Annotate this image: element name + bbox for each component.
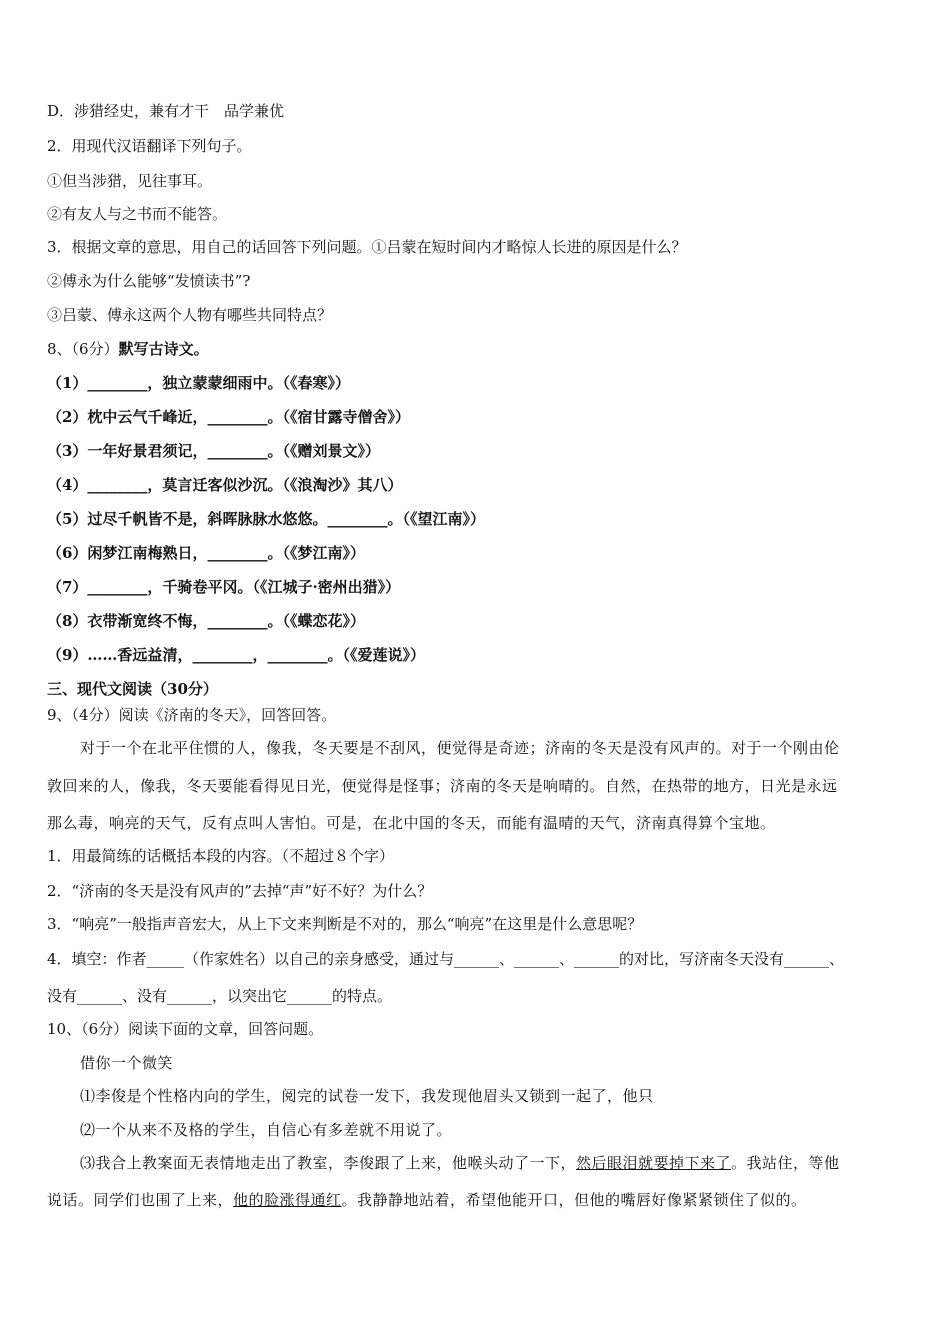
underlined-phrase: 他的脸涨得通红 [233, 1191, 342, 1209]
story-text: 说话。同学们也围了上来， [47, 1191, 234, 1209]
question-9-2: 2．“济南的冬天是没有风声的”去掉“声”好不好？为什么？ [47, 882, 433, 900]
poem-item: （9）……香远益清，________，________。（《爱莲说》） [47, 646, 425, 664]
question-9-1: 1．用最简练的话概括本段的内容。（不超过８个字） [47, 847, 395, 865]
poem-item: （5）过尽千帆皆不是，斜晖脉脉水悠悠。________。（《望江南》） [47, 510, 485, 528]
sentence-2: ②有友人与之书而不能答。 [47, 205, 228, 223]
question-8-header [47, 339, 910, 359]
poem-item: （2）枕中云气千峰近，________。（《宿甘露寺僧舍》） [47, 408, 410, 426]
story-text: 。我静静地站着，希望他能开口，但他的嘴唇好像紧紧锁住了似的。 [341, 1191, 807, 1209]
sentence-1: ①但当涉猎，见往事耳。 [47, 172, 213, 190]
question-9-4: 4．填空：作者_____（作家姓名）以自己的亲身感受，通过与______、______、______的对比，写济南冬天没有______、 [47, 950, 845, 968]
question-2: 2．用现代汉语翻译下列句子。 [47, 137, 252, 155]
question-9-3: 3．“响亮”一般指声音宏大，从上下文来判断是不对的，那么“响亮”在这里是什么意思呢？ [47, 915, 643, 933]
question-9: 9、（4分）阅读《济南的冬天》，回答回答。 [47, 706, 337, 724]
question-8-number: 8、（6分） [47, 340, 119, 358]
question-3: 3．根据文章的意思，用自己的话回答下列问题。①吕蒙在短时间内才略惊人长进的原因是什么？ [47, 238, 687, 256]
question-9-4-cont: 没有______、没有______，以突出它______的特点。 [47, 987, 393, 1005]
question-8-title: 默写古诗文。 [118, 340, 209, 358]
question-3-2: ②傅永为什么能够“发愤读书”? [47, 272, 251, 290]
question-3-3: ③吕蒙、傅永这两个人物有哪些共同特点？ [47, 306, 333, 324]
story-paragraph-1: ⑴李俊是个性格内向的学生，阅完的试卷一发下，我发现他眉头又锁到一起了，他只 [80, 1087, 654, 1105]
poem-item: （8）衣带渐宽终不悔，________。（《蝶恋花》） [47, 612, 365, 630]
question-10: 10、（6分）阅读下面的文章，回答问题。 [47, 1020, 324, 1038]
poem-item: （4）________，莫言迁客似沙沉。（《浪淘沙》其八） [47, 476, 403, 494]
story-text: ⑶我合上教案面无表情地走出了教室，李俊跟了上来，他喉头动了一下， [80, 1154, 577, 1172]
passage-line: 对于一个在北平住惯的人，像我，冬天要是不刮风，便觉得是奇迹；济南的冬天是没有风声的。对于一个刚由伦 [80, 739, 840, 757]
underlined-phrase: 然后眼泪就要掉下来了 [576, 1154, 732, 1172]
story-paragraph-2: ⑵一个从来不及格的学生，自信心有多差就不用说了。 [80, 1121, 453, 1139]
poem-item: （1）________，独立蒙蒙细雨中。（《春寒》） [47, 374, 350, 392]
passage-line: 敦回来的人，像我，冬天要能看得见日光，便觉得是怪事；济南的冬天是响晴的。自然，在热带的地方，日光是永远 [47, 777, 838, 795]
story-title: 借你一个微笑 [80, 1054, 174, 1072]
story-text: 。我站住，等他 [731, 1154, 840, 1172]
story-paragraph-3-cont [47, 1190, 910, 1210]
poem-item: （6）闲梦江南梅熟日，________。（《梦江南》） [47, 544, 365, 562]
poem-item: （3）一年好景君须记，________。（《赠刘景文》） [47, 442, 380, 460]
passage-line: 那么毒，响亮的天气，反有点叫人害怕。可是，在北中国的冬天，而能有温晴的天气，济南真得算个宝地。 [47, 814, 776, 832]
section-3-heading: 三、现代文阅读（30分） [47, 680, 218, 698]
story-paragraph-3 [80, 1153, 910, 1173]
poem-item: （7）________，千骑卷平冈。（《江城子·密州出猎》） [47, 578, 401, 596]
option-d: D．涉猎经史，兼有才干 品学兼优 [47, 102, 285, 120]
